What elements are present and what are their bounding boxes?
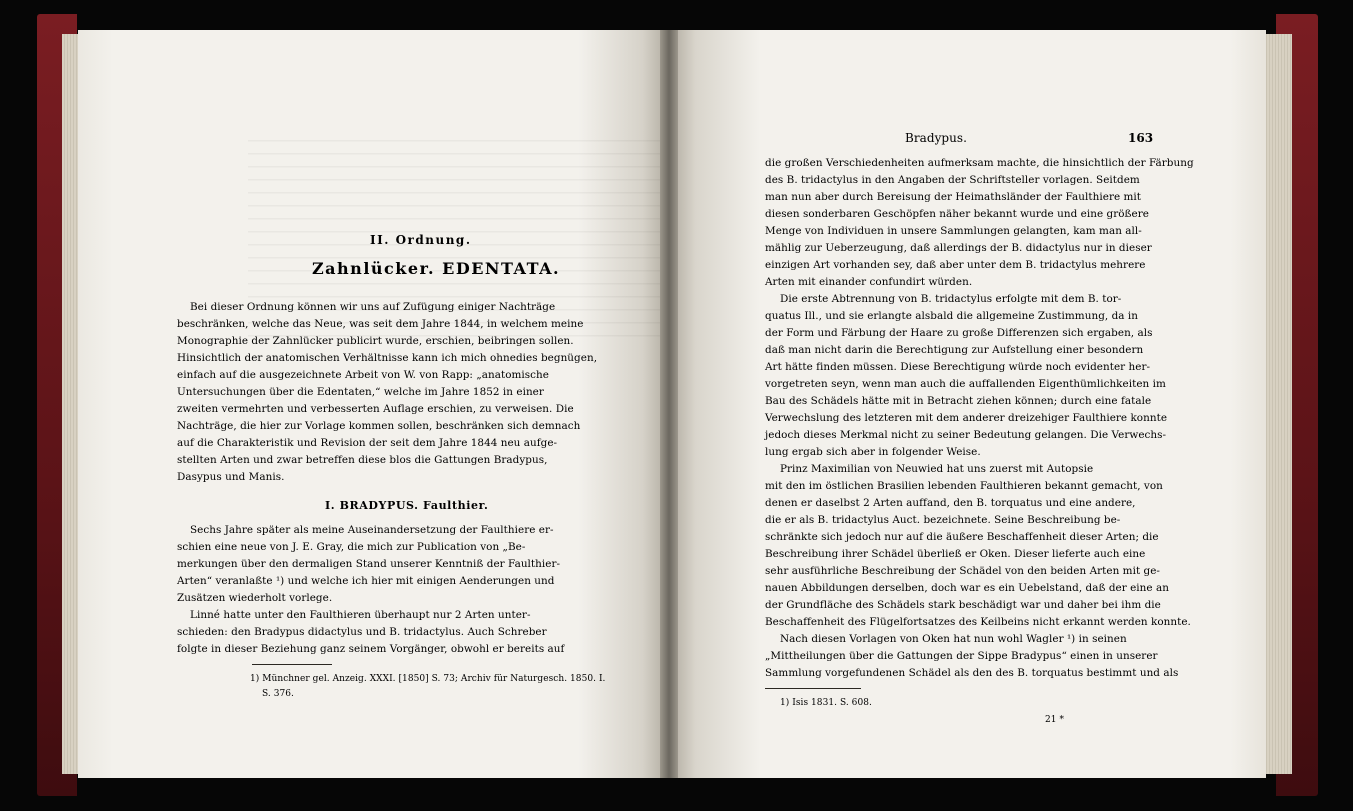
text-line: Sammlung vorgefundenen Schädel als den des B. torquatus bestimmt und als — [765, 667, 1179, 679]
page-number: 163 — [1128, 131, 1154, 145]
text-line: Untersuchungen über die Edentaten,“ welche im Jahre 1852 in einer — [177, 386, 544, 398]
text-line: lung ergab sich aber in folgender Weise. — [765, 446, 981, 458]
book-gutter — [660, 30, 678, 778]
footnote: S. 376. — [262, 689, 294, 699]
footnote-rule — [765, 688, 861, 689]
text-line: zweiten vermehrten und verbesserten Auflage erschien, zu verweisen. Die — [177, 403, 574, 415]
text-line: Verwechslung des letzteren mit dem anderer dreizehiger Faulthiere konnte — [765, 412, 1168, 424]
text-line: vorgetreten seyn, wenn man auch die auffallenden Eigenthümlichkeiten im — [765, 378, 1166, 390]
text-line: mit den im östlichen Brasilien lebenden Faulthieren bekannt gemacht, von — [765, 480, 1163, 492]
text-line: auf die Charakteristik und Revision der seit dem Jahre 1844 neu aufge- — [177, 437, 558, 449]
text-line: Beschaffenheit des Flügelfortsatzes des Keilbeins nicht erkannt werden konnte. — [765, 616, 1191, 628]
page-edges-right — [1264, 34, 1292, 774]
text-line: stellten Arten und zwar betreffen diese blos die Gattungen Bradypus, — [177, 454, 548, 466]
text-line: mählig zur Ueberzeugung, daß allerdings der B. didactylus nur in dieser — [765, 242, 1152, 254]
text-line: denen er daselbst 2 Arten auffand, den B. torquatus und eine andere, — [765, 497, 1136, 509]
text-line: jedoch dieses Merkmal nicht zu seiner Bedeutung gelangen. Die Verwechs- — [765, 429, 1167, 441]
text-line: „Mittheilungen über die Gattungen der Sippe Bradypus“ einen in unserer — [765, 650, 1158, 662]
text-line: nauen Abbildungen derselben, doch war es ein Uebelstand, daß der eine an — [765, 582, 1169, 594]
text-line: folgte in dieser Beziehung ganz seinem Vorgänger, obwohl er bereits auf — [177, 643, 565, 655]
text-line: Nachträge, die hier zur Vorlage kommen sollen, beschränken sich demnach — [177, 420, 581, 432]
text-line: quatus Ill., und sie erlangte alsbald die allgemeine Zustimmung, da in — [765, 310, 1139, 322]
text-line: Art hätte finden müssen. Diese Berechtigung würde noch evidenter her- — [765, 361, 1151, 373]
text-line: Zusätzen wiederholt vorlege. — [177, 592, 333, 604]
text-line: Menge von Individuen in unsere Sammlungen gelangten, kam man all- — [765, 225, 1142, 237]
text-line: des B. tridactylus in den Angaben der Schriftsteller vorlagen. Seitdem — [765, 174, 1140, 186]
text-line: der Form und Färbung der Haare zu große Differenzen sich ergaben, als — [765, 327, 1153, 339]
footnote-rule — [252, 664, 332, 665]
section-heading: I. BRADYPUS. Faulthier. — [325, 499, 489, 512]
text-line: merkungen über den dermaligen Stand unserer Kenntniß der Faulthier- — [177, 558, 561, 570]
text-line: der Grundfläche des Schädels stark beschädigt war und daher bei ihm die — [765, 599, 1161, 611]
text-line: die großen Verschiedenheiten aufmerksam machte, die hinsichtlich der Färbung — [765, 157, 1194, 169]
text-line: schien eine neue von J. E. Gray, die mich zur Publication von „Be- — [177, 541, 526, 553]
signature-mark: 21 * — [1045, 715, 1065, 725]
text-line: man nun aber durch Bereisung der Heimathsländer der Faulthiere mit — [765, 191, 1142, 203]
text-line: schieden: den Bradypus didactylus und B. tridactylus. Auch Schreber — [177, 626, 547, 638]
text-line: einfach auf die ausgezeichnete Arbeit von W. von Rapp: „anatomische — [177, 369, 549, 381]
text-line: Arten“ veranlaßte ¹) und welche ich hier mit einigen Aenderungen und — [177, 575, 555, 587]
text-line: Bau des Schädels hätte mit in Betracht ziehen können; durch eine fatale — [765, 395, 1152, 407]
footnote: 1) Isis 1831. S. 608. — [780, 698, 872, 708]
text-line: Prinz Maximilian von Neuwied hat uns zuerst mit Autopsie — [780, 463, 1094, 475]
text-line: Dasypus und Manis. — [177, 471, 285, 483]
text-line: schränkte sich jedoch nur auf die äußere Beschaffenheit dieser Arten; die — [765, 531, 1159, 543]
footnote: 1) Münchner gel. Anzeig. XXXI. [1850] S. 73; Archiv für Naturgesch. 1850. I. — [250, 674, 606, 684]
text-line: beschränken, welche das Neue, was seit dem Jahre 1844, in welchem meine — [177, 318, 584, 330]
text-line: diesen sonderbaren Geschöpfen näher bekannt wurde und eine größere — [765, 208, 1149, 220]
text-line: einzigen Art vorhanden sey, daß aber unter dem B. tridactylus mehrere — [765, 259, 1146, 271]
text-line: Beschreibung ihrer Schädel überließ er Oken. Dieser lieferte auch eine — [765, 548, 1146, 560]
text-line: Sechs Jahre später als meine Auseinandersetzung der Faulthiere er- — [190, 524, 554, 536]
text-line: Nach diesen Vorlagen von Oken hat nun wohl Wagler ¹) in seinen — [780, 633, 1127, 645]
family-heading: Zahnlücker. EDENTATA. — [312, 259, 561, 278]
text-line: die er als B. tridactylus Auct. bezeichnete. Seine Beschreibung be- — [765, 514, 1121, 526]
text-line: Linné hatte unter den Faulthieren überhaupt nur 2 Arten unter- — [190, 609, 531, 621]
text-line: Monographie der Zahnlücker publicirt wurde, erschien, beibringen sollen. — [177, 335, 574, 347]
text-line: daß man nicht darin die Berechtigung zur Aufstellung einer besondern — [765, 344, 1144, 356]
text-line: Arten mit einander confundirt würden. — [765, 276, 973, 288]
text-line: Die erste Abtrennung von B. tridactylus erfolgte mit dem B. tor- — [780, 293, 1122, 305]
running-head: Bradypus. — [905, 131, 968, 145]
text-line: sehr ausführliche Beschreibung der Schädel von den beiden Arten mit ge- — [765, 565, 1160, 577]
order-heading: II. Ordnung. — [370, 233, 472, 247]
text-line: Hinsichtlich der anatomischen Verhältnisse kann ich mich ohnedies begnügen, — [177, 352, 598, 364]
text-line: Bei dieser Ordnung können wir uns auf Zufügung einiger Nachträge — [190, 301, 556, 313]
